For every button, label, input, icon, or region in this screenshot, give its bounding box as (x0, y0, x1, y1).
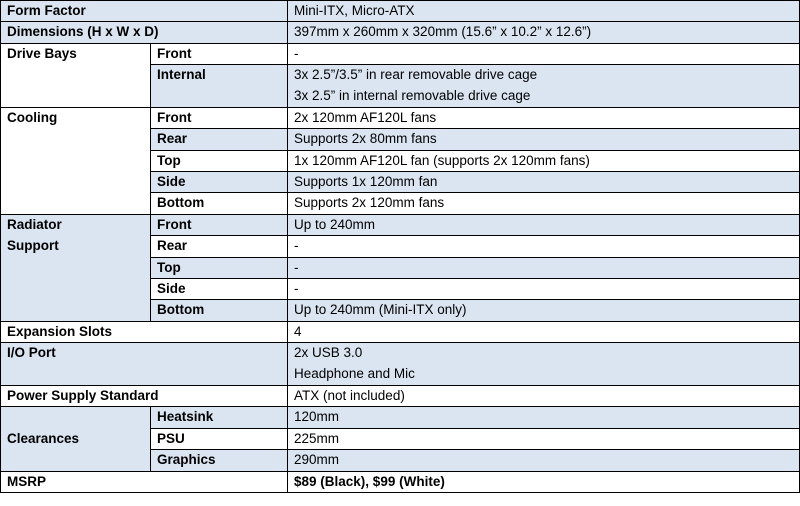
value-drive-internal (288, 65, 800, 108)
sub-label-radiator-rear: Rear (151, 236, 288, 257)
table-row (1, 214, 800, 235)
value-clearance-heatsink: 120mm (288, 407, 800, 428)
table-row (1, 321, 800, 342)
table-row (1, 22, 800, 43)
label-line: Radiator (7, 216, 62, 232)
value-line: 2x USB 3.0 (294, 345, 363, 361)
row-label-io-port: I/O Port (1, 343, 288, 386)
row-label-dimensions: Dimensions (H x W x D) (1, 22, 288, 43)
value-clearance-psu: 225mm (288, 428, 800, 449)
sub-label-radiator-front: Front (151, 214, 288, 235)
table-row (1, 1, 800, 22)
row-value-expansion-slots: 4 (288, 321, 800, 342)
table-row (1, 385, 800, 406)
row-value-form-factor: Mini-ITX, Micro-ATX (288, 1, 800, 22)
value-radiator-bottom: Up to 240mm (Mini-ITX only) (288, 300, 800, 321)
row-value-dimensions: 397mm x 260mm x 320mm (15.6” x 10.2” x 12.6”) (288, 22, 800, 43)
sub-label-radiator-top: Top (151, 257, 288, 278)
value-cooling-front: 2x 120mm AF120L fans (288, 107, 800, 128)
value-line: Headphone and Mic (294, 366, 415, 382)
sub-label-clearance-heatsink: Heatsink (151, 407, 288, 428)
group-label-radiator (1, 214, 151, 321)
sub-label-radiator-bottom: Bottom (151, 300, 288, 321)
sub-label-cooling-top: Top (151, 150, 288, 171)
table-row (1, 471, 800, 492)
value-radiator-rear: - (288, 236, 800, 257)
table-row (1, 343, 800, 386)
sub-label-radiator-side: Side (151, 279, 288, 300)
value-cooling-rear: Supports 2x 80mm fans (288, 129, 800, 150)
value-drive-front: - (288, 43, 800, 64)
group-label-clearances: Clearances (1, 407, 151, 471)
row-label-msrp: MSRP (1, 471, 288, 492)
group-label-cooling: Cooling (1, 107, 151, 214)
sub-label-cooling-bottom: Bottom (151, 193, 288, 214)
sub-label-cooling-side: Side (151, 172, 288, 193)
row-value-psu-standard: ATX (not included) (288, 385, 800, 406)
sub-label-clearance-graphics: Graphics (151, 450, 288, 471)
value-radiator-front: Up to 240mm (288, 214, 800, 235)
row-value-msrp: $89 (Black), $99 (White) (288, 471, 800, 492)
value-radiator-side: - (288, 279, 800, 300)
sub-label-drive-internal: Internal (151, 65, 288, 108)
row-label-psu-standard: Power Supply Standard (1, 385, 288, 406)
value-cooling-side: Supports 1x 120mm fan (288, 172, 800, 193)
sub-label-drive-front: Front (151, 43, 288, 64)
value-clearance-graphics: 290mm (288, 450, 800, 471)
row-label-expansion-slots: Expansion Slots (1, 321, 288, 342)
table-row (1, 43, 800, 64)
row-value-io-port (288, 343, 800, 386)
table-row (1, 407, 800, 428)
sub-label-cooling-rear: Rear (151, 129, 288, 150)
table-row (1, 107, 800, 128)
value-line: 3x 2.5”/3.5” in rear removable drive cage (294, 67, 538, 83)
label-line: Support (7, 237, 59, 253)
row-label-form-factor: Form Factor (1, 1, 288, 22)
value-cooling-top: 1x 120mm AF120L fan (supports 2x 120mm fans) (288, 150, 800, 171)
value-line: 3x 2.5” in internal removable drive cage (294, 88, 531, 104)
value-cooling-bottom: Supports 2x 120mm fans (288, 193, 800, 214)
value-radiator-top: - (288, 257, 800, 278)
sub-label-clearance-psu: PSU (151, 428, 288, 449)
sub-label-cooling-front: Front (151, 107, 288, 128)
group-label-drive-bays: Drive Bays (1, 43, 151, 107)
